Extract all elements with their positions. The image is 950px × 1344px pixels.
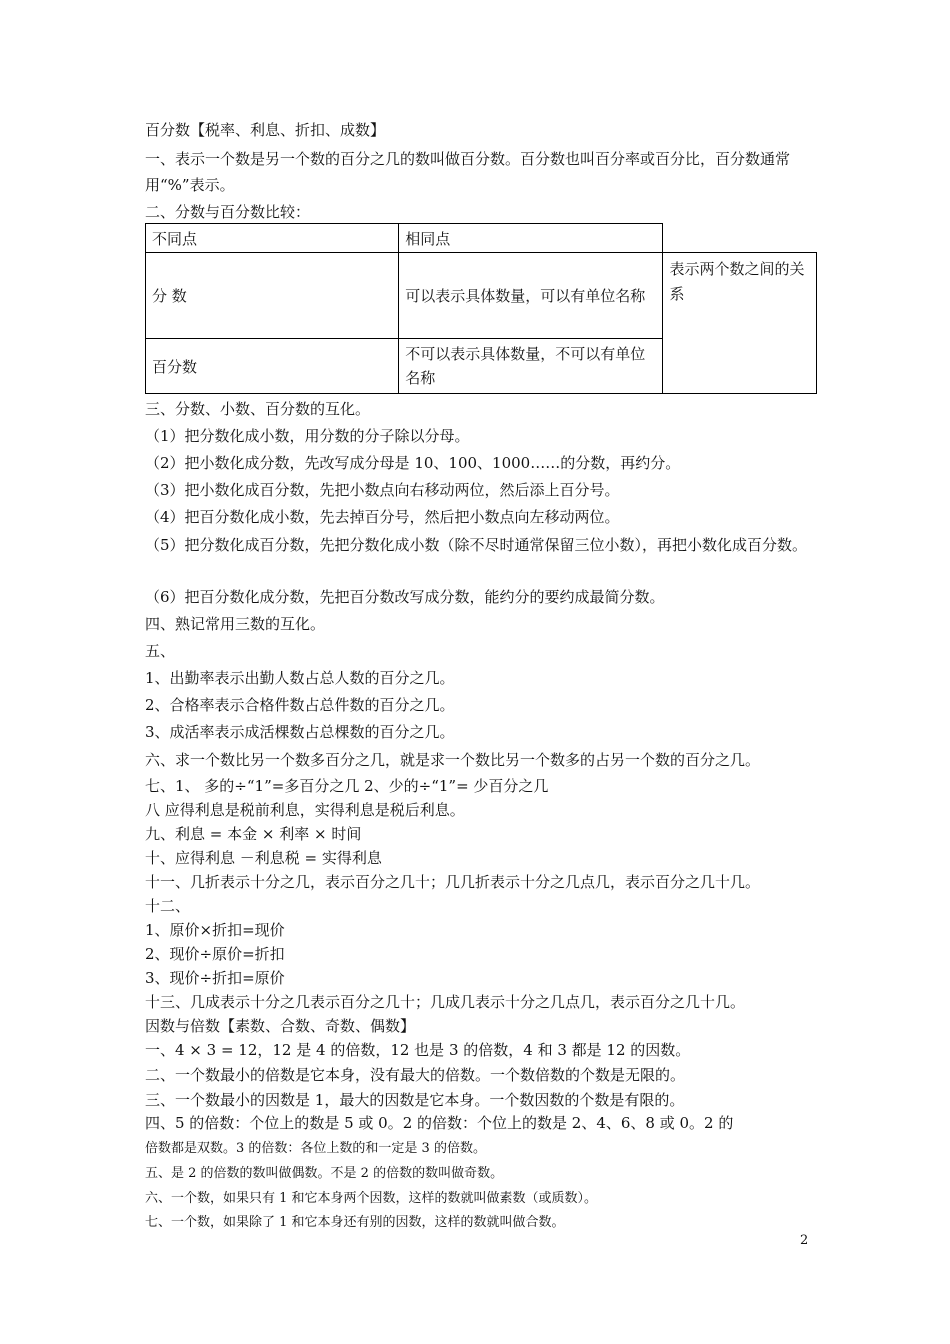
conversion-2: （2）把小数化成分数，先改写成分母是 10、100、1000……的分数，再约分。 (145, 454, 681, 472)
conversion-5: （5）把分数化成百分数，先把分数化成小数（除不尽时通常保留三位小数），再把小数化成百分数。 (145, 536, 808, 554)
row2-label: 百分数 (146, 339, 399, 394)
factor-4a: 四、5 的倍数：个位上的数是 5 或 0。2 的倍数：个位上的数是 2、4、6、8 或 0。2 的 (145, 1114, 734, 1132)
factor-7: 七、一个数，如果除了 1 和它本身还有别的因数，这样的数就叫做合数。 (145, 1215, 565, 1230)
paragraph-7: 七、1、 多的÷“1”=多百分之几 2、少的÷“1”= 少百分之几 (145, 777, 549, 795)
paragraph-5: 五、 (145, 642, 176, 660)
paragraph-3: 三、分数、小数、百分数的互化。 (145, 400, 371, 418)
factor-1: 一、4 × 3 = 12，12 是 4 的倍数，12 也是 3 的倍数，4 和 3 都是 12 的因数。 (145, 1041, 691, 1059)
paragraph-12: 十二、 (145, 897, 191, 915)
factor-5: 五、是 2 的倍数的数叫做偶数。不是 2 的倍数的数叫做奇数。 (145, 1166, 504, 1181)
section-title-factors: 因数与倍数【素数、合数、奇数、偶数】 (145, 1017, 416, 1035)
conversion-6: （6）把百分数化成分数，先把百分数改写成分数，能约分的要约成最简分数。 (145, 588, 665, 606)
paragraph-11: 十一、几折表示十分之几，表示百分之几十；几几折表示十分之几点几，表示百分之几十几。 (145, 873, 761, 891)
header-diff: 不同点 (146, 224, 399, 253)
paragraph-4: 四、熟记常用三数的互化。 (145, 615, 326, 633)
paragraph-1: 一、表示一个数是另一个数的百分之几的数叫做百分数。百分数也叫百分率或百分比，百分数通常用“%”表示。 (145, 150, 791, 194)
rate-3: 3、成活率表示成活棵数占总棵数的百分之几。 (145, 723, 455, 741)
same-cell: 表示两个数之间的关 系 (663, 253, 817, 394)
factor-2: 二、一个数最小的倍数是它本身，没有最大的倍数。一个数倍数的个数是无限的。 (145, 1066, 686, 1084)
header-same: 相同点 (399, 224, 663, 253)
factor-6: 六、一个数，如果只有 1 和它本身两个因数，这样的数就叫做素数（或质数）。 (145, 1191, 598, 1206)
rate-1: 1、出勤率表示出勤人数占总人数的百分之几。 (145, 669, 455, 687)
paragraph-6: 六、求一个数比另一个数多百分之几，就是求一个数比另一个数多的占另一个数的百分之几。 (145, 751, 761, 769)
paragraph-8: 八 应得利息是税前利息，实得利息是税后利息。 (145, 801, 465, 819)
conversion-3: （3）把小数化成百分数，先把小数点向右移动两位，然后添上百分号。 (145, 481, 620, 499)
rate-2: 2、合格率表示合格件数占总件数的百分之几。 (145, 696, 455, 714)
page-number: 2 (800, 1233, 809, 1248)
comparison-table (145, 223, 817, 394)
conversion-4: （4）把百分数化成小数，先去掉百分号，然后把小数点向左移动两位。 (145, 508, 620, 526)
row2-diff: 不可以表示具体数量，不可以有单位名称 (399, 339, 663, 394)
paragraph-13: 十三、几成表示十分之几表示百分之几十；几成几表示十分之几点几，表示百分之几十几。 (145, 993, 746, 1011)
paragraph-2: 二、分数与百分数比较： (145, 203, 311, 221)
conversion-1: （1）把分数化成小数，用分数的分子除以分母。 (145, 427, 470, 445)
paragraph-9: 九、利息 = 本金 × 利率 × 时间 (145, 825, 362, 843)
row1-label: 分 数 (146, 253, 399, 339)
section-title-percent: 百分数【税率、利息、折扣、成数】 (145, 121, 386, 139)
discount-3: 3、现价÷折扣=原价 (145, 969, 285, 987)
factor-3: 三、一个数最小的因数是 1，最大的因数是它本身。一个数因数的个数是有限的。 (145, 1091, 685, 1109)
row1-diff: 可以表示具体数量，可以有单位名称 (399, 253, 663, 339)
discount-2: 2、现价÷原价=折扣 (145, 945, 285, 963)
discount-1: 1、原价×折扣=现价 (145, 921, 285, 939)
paragraph-10: 十、应得利息 －利息税 = 实得利息 (145, 849, 382, 867)
factor-4b: 倍数都是双数。3 的倍数：各位上数的和一定是 3 的倍数。 (145, 1141, 486, 1156)
